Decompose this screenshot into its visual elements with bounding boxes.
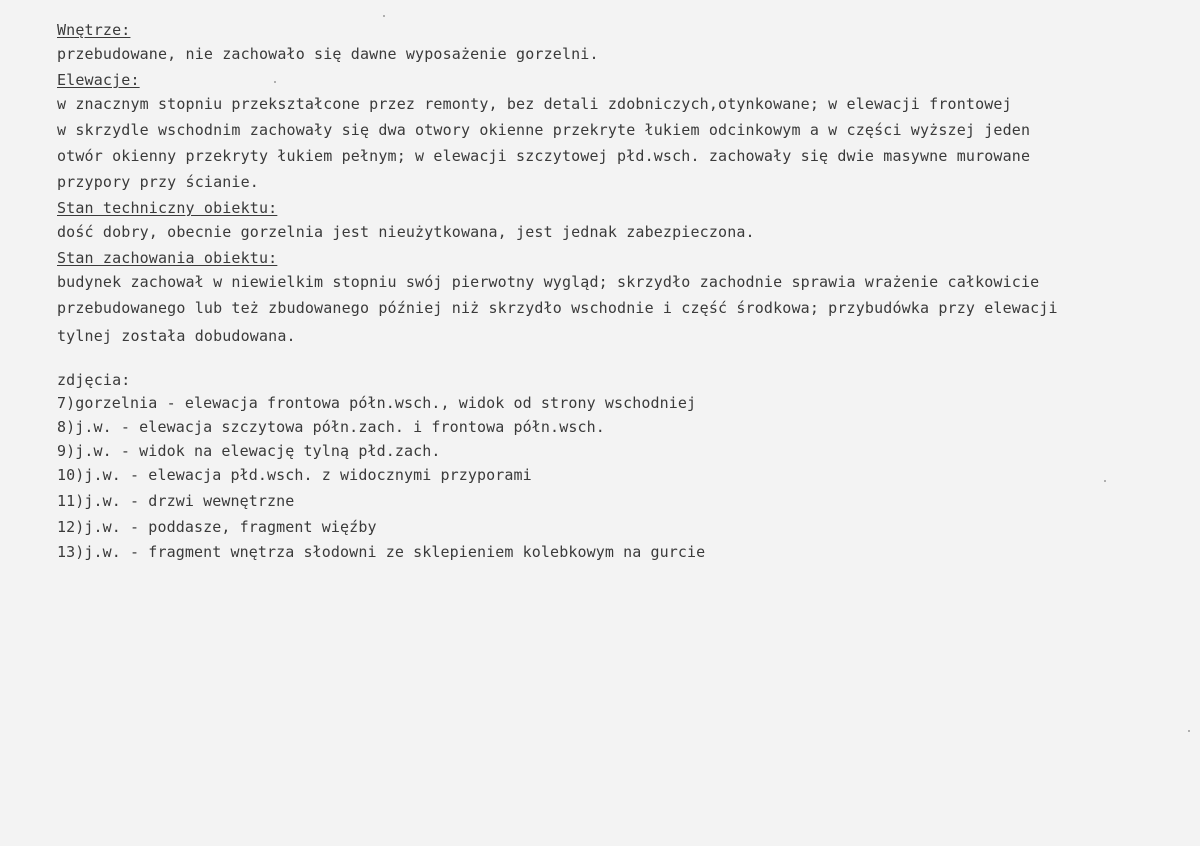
section-heading-preservation-state: Stan zachowania obiektu: <box>57 249 278 267</box>
section-text-line: przypory przy ścianie. <box>57 173 259 191</box>
photo-list-item: 8)j.w. - elewacja szczytowa półn.zach. i frontowa półn.wsch. <box>57 418 605 436</box>
section-text-line: otwór okienny przekryty łukiem pełnym; w elewacji szczytowej płd.wsch. zachowały się dwie masywne murowane <box>57 147 1031 165</box>
photo-list-item: 7)gorzelnia - elewacja frontowa półn.wsch., widok od strony wschodniej <box>57 394 697 412</box>
section-text-line: tylnej została dobudowana. <box>57 327 296 345</box>
section-text-line: dość dobry, obecnie gorzelnia jest nieużytkowana, jest jednak zabezpieczona. <box>57 223 755 241</box>
section-text-line: w znacznym stopniu przekształcone przez remonty, bez detali zdobniczych,otynkowane; w elewacji frontowej <box>57 95 1012 113</box>
section-heading-interior: Wnętrze: <box>57 21 131 39</box>
section-text-line: przebudowane, nie zachowało się dawne wyposażenie gorzelni. <box>57 45 599 63</box>
photo-list-item: 11)j.w. - drzwi wewnętrzne <box>57 492 295 510</box>
paper-speck <box>1104 480 1106 482</box>
photos-heading: zdjęcia: <box>57 371 131 389</box>
section-heading-technical-condition: Stan techniczny obiektu: <box>57 199 278 217</box>
photo-list-item: 9)j.w. - widok na elewację tylną płd.zach. <box>57 442 441 460</box>
photo-list-item: 10)j.w. - elewacja płd.wsch. z widocznymi przyporami <box>57 466 532 484</box>
photo-list-item: 13)j.w. - fragment wnętrza słodowni ze sklepieniem kolebkowym na gurcie <box>57 543 706 561</box>
section-text-line: przebudowanego lub też zbudowanego później niż skrzydło wschodnie i część środkowa; przybudówka przy elewacji <box>57 299 1058 317</box>
photo-list-item: 12)j.w. - poddasze, fragment więźby <box>57 518 377 536</box>
section-text-line: w skrzydle wschodnim zachowały się dwa otwory okienne przekryte łukiem odcinkowym a w części wyższej jeden <box>57 121 1031 139</box>
section-heading-elevations: Elewacje: <box>57 71 140 89</box>
paper-speck <box>383 15 385 17</box>
paper-speck <box>1188 730 1190 732</box>
paper-speck <box>274 81 276 83</box>
section-text-line: budynek zachował w niewielkim stopniu swój pierwotny wygląd; skrzydło zachodnie sprawia wrażenie całkowicie <box>57 273 1040 291</box>
